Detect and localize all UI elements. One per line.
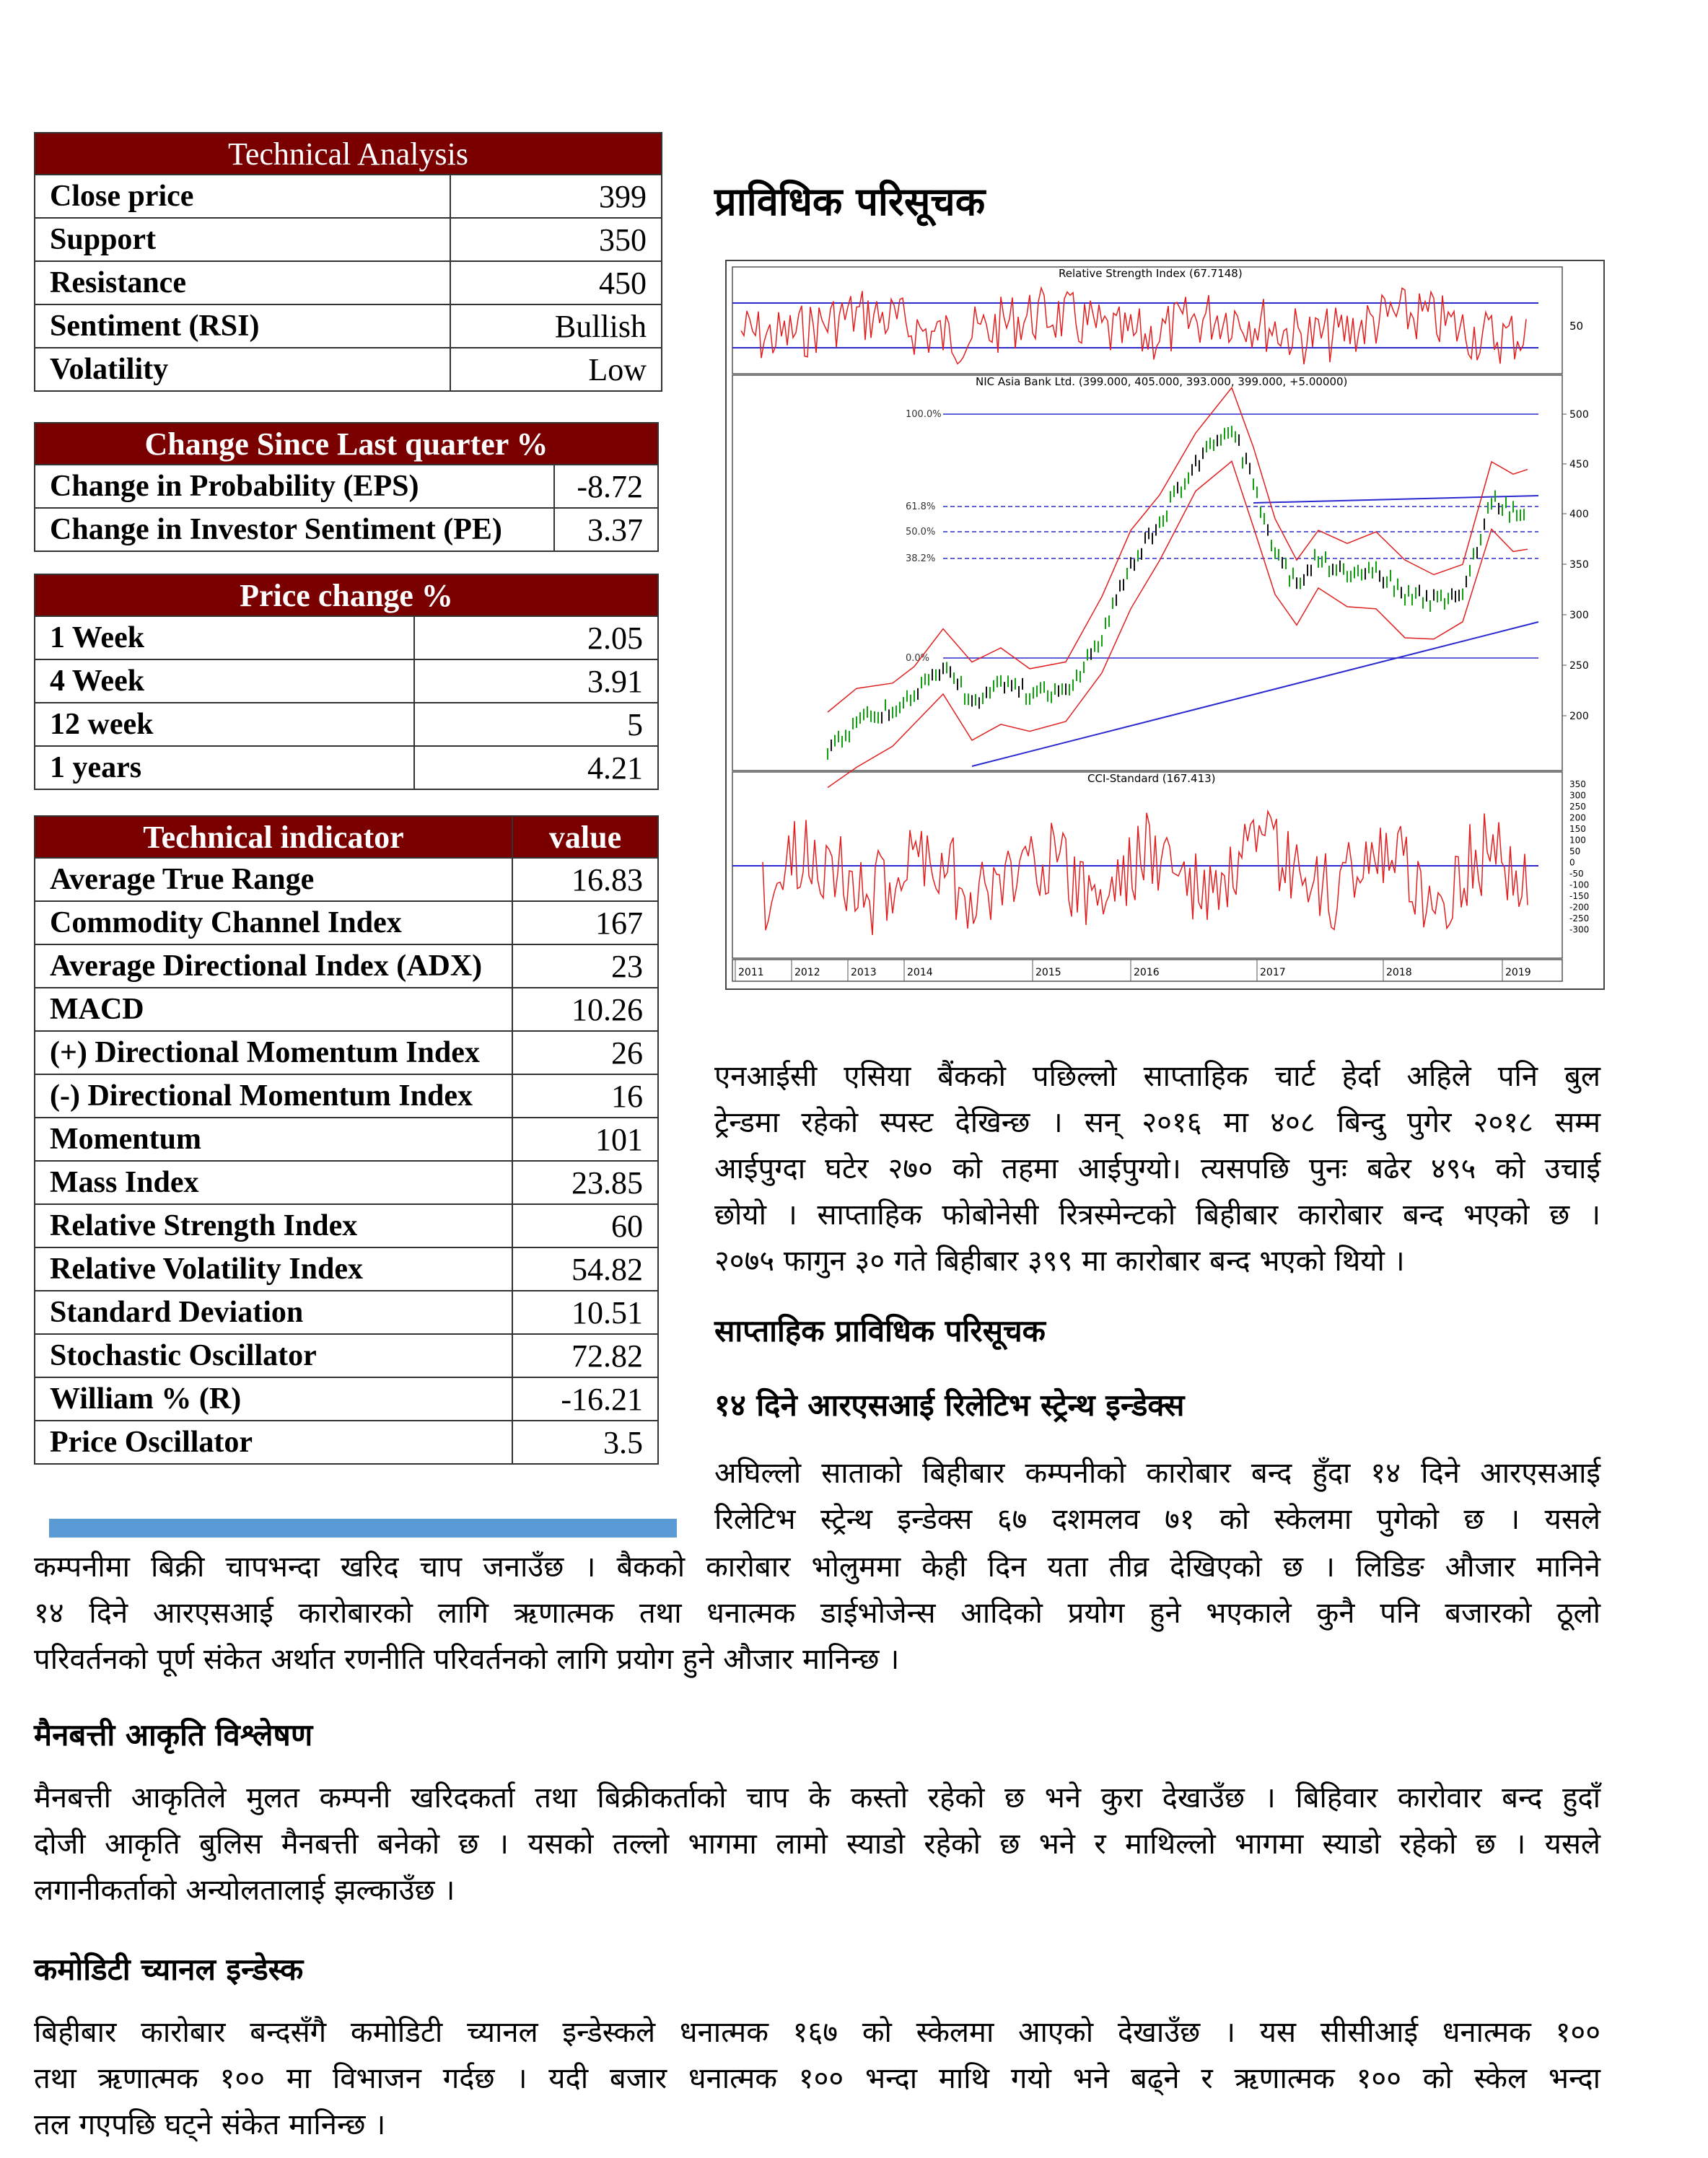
price-tick-label: 350 <box>1569 559 1589 571</box>
table-row <box>35 1031 658 1074</box>
stock-chart <box>725 260 1605 990</box>
table-row <box>35 1161 658 1204</box>
table-row <box>35 1204 658 1247</box>
technical-indicator-title: Technical indicator <box>35 816 512 858</box>
row-value: 16 <box>512 1074 658 1118</box>
change-quarter-body <box>35 465 658 551</box>
price-change-title: Price change % <box>35 574 658 616</box>
paragraph-line: लगानीकर्ताको अन्योलतालाई झल्काउँछ । <box>34 1874 455 1907</box>
table-row <box>35 175 662 218</box>
price-layer <box>828 387 1589 787</box>
table-row <box>35 1334 658 1377</box>
year-tick-label: 2011 <box>738 967 764 978</box>
table-row <box>35 1377 658 1421</box>
paragraph-line: परिवर्तनको पूर्ण संकेत अर्थात रणनीति परिवर्तनको लागि प्रयोग हुने औजार मानिन्छ । <box>34 1643 900 1676</box>
support-trend-line <box>972 622 1538 766</box>
table-row <box>35 1247 658 1291</box>
accent-divider <box>49 1519 677 1538</box>
row-label: Volatility <box>35 348 450 391</box>
row-label: Relative Strength Index <box>35 1204 512 1247</box>
row-value: 54.82 <box>512 1247 658 1291</box>
technical-indicator-table <box>34 815 659 1465</box>
fib-level-label: 100.0% <box>906 409 942 420</box>
paragraph-line: १४ दिने आरएसआई कारोबारको लागि ऋणात्मक तथा धनात्मक डाईभोजेन्स आदिको प्रयोग हुने भएकाले कुनै पनि बजारको ठूलो <box>34 1597 1600 1630</box>
row-value: -16.21 <box>512 1377 658 1421</box>
row-value: 399 <box>450 175 662 218</box>
paragraph-line: ट्रेन्डमा रहेको स्पस्ट देखिन्छ । सन् २०१६ मा ४०८ बिन्दु पुगेर २०१८ सम्म <box>714 1106 1600 1139</box>
paragraph-chart-summary <box>714 1053 1600 1284</box>
row-label: William % (R) <box>35 1377 512 1421</box>
axis-layer <box>735 960 1531 981</box>
price-tick-label: 450 <box>1569 459 1589 470</box>
row-value: 101 <box>512 1118 658 1161</box>
price-tick-label: 200 <box>1569 711 1589 722</box>
row-value: Low <box>450 348 662 391</box>
paragraph-line: तल गएपछि घट्ने संकेत मानिन्छ । <box>34 2108 386 2141</box>
row-value: 10.51 <box>512 1291 658 1334</box>
cci-tick-label: 250 <box>1569 802 1586 812</box>
table-row <box>35 988 658 1031</box>
technical-analysis-table <box>34 132 662 392</box>
stock-chart-svg <box>727 261 1603 988</box>
paragraph-line: कम्पनीमा बिक्री चापभन्दा खरिद चाप जनाउँछ । बैकको कारोबार भोलुममा केही दिन यता तीव्र देखिएको छ । लिडिङ औजार मानिने <box>34 1550 1600 1584</box>
row-value: 3.5 <box>512 1421 658 1464</box>
paragraph-candlestick <box>34 1775 1600 1913</box>
cci-tick-label: 350 <box>1569 779 1586 789</box>
change-quarter-table <box>34 422 659 552</box>
row-value: 3.91 <box>414 659 658 703</box>
cci-series-line <box>763 812 1528 936</box>
row-value: 10.26 <box>512 988 658 1031</box>
paragraph-cci <box>34 2009 1600 2148</box>
paragraph-line: दोजी आकृति बुलिस मैनबत्ती बनेको छ । यसको तल्लो भागमा लामो स्याडो रहेको छ भने र माथिल्लो भागमा स्याडो रहेको छ । यसले <box>34 1828 1600 1861</box>
technical-analysis-body <box>35 175 662 391</box>
row-label: (-) Directional Momentum Index <box>35 1074 512 1118</box>
cci-tick-label: -100 <box>1569 880 1590 890</box>
paragraph-line: तथा ऋणात्मक १०० मा विभाजन गर्दछ । यदी बजार धनात्मक १०० भन्दा माथि गयो भने बढ्ने र ऋणात्मक १०० को स्केल भन्दा <box>34 2062 1600 2095</box>
row-label: Resistance <box>35 261 450 304</box>
paragraph-rsi-right <box>714 1450 1600 1543</box>
row-value: 4.21 <box>414 746 658 789</box>
cci-tick-label: -250 <box>1569 913 1590 924</box>
table-row <box>35 901 658 944</box>
cci-tick-label: -50 <box>1569 869 1584 879</box>
row-value: 60 <box>512 1204 658 1247</box>
row-label: 4 Week <box>35 659 414 703</box>
fib-level-label: 61.8% <box>906 501 936 512</box>
rsi-layer <box>732 288 1538 364</box>
rsi-title: Relative Strength Index (67.7148) <box>1059 267 1243 280</box>
row-value: 72.82 <box>512 1334 658 1377</box>
row-label: Mass Index <box>35 1161 512 1204</box>
row-label: Change in Investor Sentiment (PE) <box>35 508 554 551</box>
price-tick-label: 300 <box>1569 610 1589 621</box>
row-label: (+) Directional Momentum Index <box>35 1031 512 1074</box>
cci-tick-label: -200 <box>1569 902 1590 913</box>
row-label: Close price <box>35 175 450 218</box>
paragraph-line: २०७५ फागुन ३० गते बिहीबार ३९९ मा कारोबार बन्द भएको थियो । <box>714 1245 1405 1278</box>
paragraph-line: एनआईसी एसिया बैंकको पछिल्लो साप्ताहिक चार्ट हेर्दा अहिले पनि बुल <box>714 1060 1600 1093</box>
row-value: 26 <box>512 1031 658 1074</box>
table-row <box>35 1421 658 1464</box>
row-value: 23.85 <box>512 1161 658 1204</box>
table-row <box>35 1291 658 1334</box>
fib-level-label: 38.2% <box>906 553 936 564</box>
price-tick-label: 400 <box>1569 509 1589 520</box>
row-label: Momentum <box>35 1118 512 1161</box>
year-tick-label: 2014 <box>907 967 933 978</box>
year-tick-label: 2017 <box>1260 967 1286 978</box>
price-change-table <box>34 574 659 790</box>
row-value: 16.83 <box>512 858 658 901</box>
row-value: 5 <box>414 703 658 746</box>
year-tick-label: 2012 <box>794 967 820 978</box>
paragraph-line: मैनबत्ती आकृतिले मुलत कम्पनी खरिदकर्ता तथा बिक्रीकर्ताको चाप के कस्तो रहेको छ भने कुरा देखाउँछ । बिहिवार कारोवार बन्द हुदाँ <box>34 1781 1600 1815</box>
price-change-body <box>35 616 658 789</box>
paragraph-line: अघिल्लो साताको बिहीबार कम्पनीको कारोबार बन्द हुँदा १४ दिने आरएसआई <box>714 1457 1601 1490</box>
subheading-rsi: १४ दिने आरएसआई रिलेटिभ स्ट्रेन्थ इन्डेक्स <box>714 1387 1185 1423</box>
cci-tick-label: 150 <box>1569 824 1586 834</box>
year-tick-label: 2019 <box>1505 967 1531 978</box>
table-row <box>35 508 658 551</box>
upper-band-line <box>828 387 1528 712</box>
price-tick-label: 500 <box>1569 409 1589 421</box>
table-row <box>35 218 662 261</box>
row-label: Average Directional Index (ADX) <box>35 944 512 988</box>
change-quarter-title: Change Since Last quarter % <box>35 423 658 465</box>
row-label: Price Oscillator <box>35 1421 512 1464</box>
cci-title: CCI-Standard (167.413) <box>1087 772 1216 785</box>
row-value: 2.05 <box>414 616 658 659</box>
technical-indicator-body <box>35 858 658 1464</box>
year-tick-label: 2018 <box>1386 967 1412 978</box>
technical-indicator-value-header: value <box>512 816 658 858</box>
table-row <box>35 858 658 901</box>
paragraph-rsi-full <box>34 1544 1600 1683</box>
subheading-cci: कमोडिटी च्यानल इन्डेस्क <box>34 1952 304 1987</box>
technical-analysis-title: Technical Analysis <box>35 133 662 175</box>
cci-tick-label: 200 <box>1569 812 1586 823</box>
cci-tick-label: -300 <box>1569 924 1590 935</box>
year-tick-label: 2013 <box>851 967 877 978</box>
row-label: Standard Deviation <box>35 1291 512 1334</box>
row-label: Relative Volatility Index <box>35 1247 512 1291</box>
row-label: Stochastic Oscillator <box>35 1334 512 1377</box>
row-label: 12 week <box>35 703 414 746</box>
cci-tick-label: -150 <box>1569 891 1590 901</box>
year-tick-label: 2015 <box>1035 967 1061 978</box>
fib-level-label: 50.0% <box>906 527 936 538</box>
paragraph-line: छोयो । साप्ताहिक फोबोनेसी रित्रस्मेन्टको बिहीबार कारोबार बन्द भएको छ । <box>714 1198 1600 1232</box>
row-value: 3.37 <box>554 508 658 551</box>
row-label: Support <box>35 218 450 261</box>
row-value: -8.72 <box>554 465 658 508</box>
cci-tick-label: 100 <box>1569 835 1586 846</box>
rsi-tick: 50 <box>1569 320 1584 333</box>
row-label: 1 years <box>35 746 414 789</box>
table-row <box>35 465 658 508</box>
rsi-series-line <box>741 288 1526 364</box>
row-value: 450 <box>450 261 662 304</box>
row-label: MACD <box>35 988 512 1031</box>
year-tick-label: 2016 <box>1134 967 1160 978</box>
row-label: Change in Probability (EPS) <box>35 465 554 508</box>
row-label: Commodity Channel Index <box>35 901 512 944</box>
row-label: Sentiment (RSI) <box>35 304 450 348</box>
row-value: 167 <box>512 901 658 944</box>
rsi-panel-frame <box>732 267 1562 374</box>
table-row <box>35 746 658 789</box>
cci-tick-label: 300 <box>1569 790 1586 801</box>
paragraph-line: रिलेटिभ स्ट्रेन्थ इन्डेक्स ६७ दशमलव ७१ को स्केलमा पुगेको छ । यसले <box>714 1503 1600 1536</box>
row-label: 1 Week <box>35 616 414 659</box>
row-value: Bullish <box>450 304 662 348</box>
paragraph-line: आईपुग्दा घटेर २७० को तहमा आईपुग्यो। त्यसपछि पुनः बढेर ४९५ को उचाई <box>714 1152 1600 1185</box>
subheading-weekly-indicator: साप्ताहिक प्राविधिक परिसूचक <box>714 1313 1046 1348</box>
table-row <box>35 304 662 348</box>
fib-level-label: 0.0% <box>906 653 930 664</box>
cci-tick-label: 50 <box>1569 846 1581 856</box>
price-tick-label: 250 <box>1569 660 1589 672</box>
table-row <box>35 616 658 659</box>
paragraph-line: बिहीबार कारोबार बन्दसँगै कमोडिटी च्यानल इन्डेस्कले धनात्मक १६७ को स्केलमा आएको देखाउँछ । यस सीसीआई धनात्मक १०० <box>34 2016 1600 2049</box>
price-title: NIC Asia Bank Ltd. (399.000, 405.000, 393.000, 399.000, +5.00000) <box>976 375 1348 388</box>
table-row <box>35 348 662 391</box>
row-value: 350 <box>450 218 662 261</box>
subheading-candlestick: मैनबत्ती आकृति विश्लेषण <box>34 1717 313 1753</box>
cci-layer <box>732 779 1589 935</box>
row-label: Average True Range <box>35 858 512 901</box>
table-row <box>35 261 662 304</box>
table-row <box>35 703 658 746</box>
table-row <box>35 659 658 703</box>
page-heading: प्राविधिक परिसूचक <box>714 178 986 224</box>
table-row <box>35 1074 658 1118</box>
table-row <box>35 1118 658 1161</box>
cci-tick-label: 0 <box>1569 857 1575 868</box>
row-value: 23 <box>512 944 658 988</box>
table-row <box>35 944 658 988</box>
